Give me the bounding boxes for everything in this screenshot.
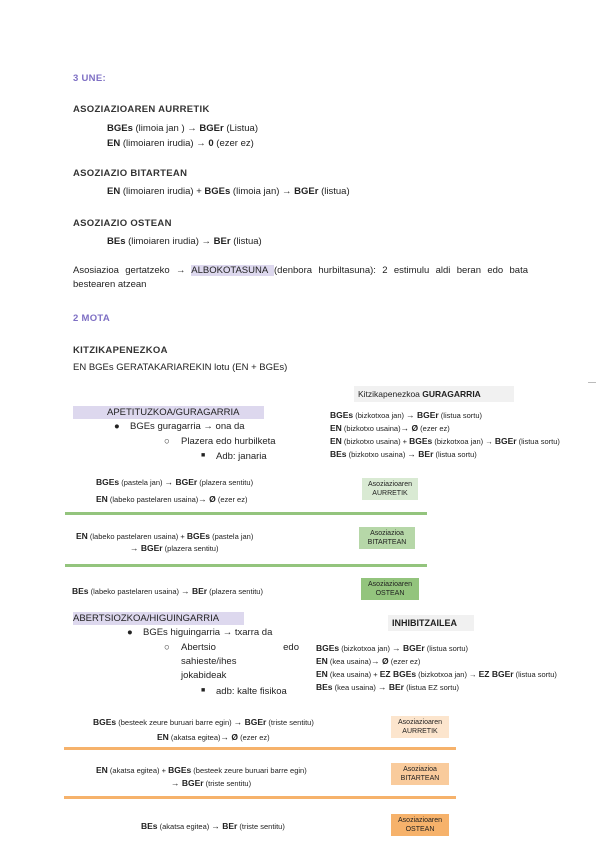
abertsiozkoa-bullet-3 [201, 686, 287, 697]
bullet-dot: ● [114, 421, 120, 432]
tag-aurretik-green: Asoziazioaren AURRETIK [362, 478, 418, 500]
inhibitzailea-line-4 [316, 682, 459, 692]
term: → BGEr [406, 410, 439, 420]
text: (labeko pastelaren usaina) [107, 495, 199, 504]
text: (akatsa egitea) + [107, 766, 169, 775]
term: EN [330, 423, 342, 433]
term: EN [107, 186, 121, 197]
section-title-3une: 3 UNE: [73, 73, 106, 84]
term: → BEr [407, 449, 434, 459]
text: (plazera sentitu) [162, 544, 219, 553]
heading-aurretik: ASOZIAZIOAREN AURRETIK [73, 104, 210, 115]
apetituzkoa-bullet-2 [164, 436, 276, 447]
term: BGEr [294, 186, 319, 197]
text: Plazera edo hurbilketa [181, 436, 276, 447]
text: Adb: janaria [216, 451, 267, 462]
text: (limoia jan) → [230, 186, 295, 197]
text: (listua EZ sortu) [403, 683, 459, 692]
term: BGEs [186, 531, 210, 541]
text: (kea usaina) + [327, 670, 380, 679]
text: (listua) [230, 236, 262, 247]
highlight-albokotasuna: ALBOKOTASUNA [191, 265, 274, 276]
text: (besteek zeure buruari barre egin) [116, 718, 234, 727]
inhibitzailea-line-2 [316, 656, 420, 666]
term: BEs [72, 586, 89, 596]
text: BGEs guragarria → ona da [130, 421, 245, 432]
term: → BGEr [392, 643, 425, 653]
text: (limoiaren irudia) → [120, 138, 209, 149]
green-divider [65, 564, 427, 567]
apetituzkoa-bullet-1 [114, 421, 245, 432]
figure-mark [588, 382, 596, 383]
heading-ostean: ASOZIAZIO OSTEAN [73, 218, 172, 229]
ostean-line-1 [107, 236, 262, 247]
figure-title-guragarria [354, 386, 514, 402]
figure-title-inhibitzailea: INHIBITZAILEA [388, 615, 474, 631]
apetituzkoa-bullet-3 [201, 451, 267, 462]
term: BGEs [409, 436, 433, 446]
text: (listua sortu) [513, 670, 557, 679]
text: (listua) [318, 186, 350, 197]
pastela-ostean-line-1 [72, 586, 263, 596]
bullet-square: ■ [201, 687, 206, 694]
term: → BGEr [233, 717, 267, 727]
text: (bizkotxoa jan) [339, 644, 393, 653]
bitartean-line-1 [107, 186, 350, 197]
text: (pastela jan) [210, 532, 254, 541]
barre-bitartean-line-1 [96, 765, 307, 775]
text: (pastela jan) [119, 478, 165, 487]
term: EN [96, 494, 108, 504]
barre-ostean-line-1 [141, 821, 285, 831]
barre-aurretik-line-1 [93, 717, 314, 727]
term: BGEs [316, 643, 340, 653]
term: → BEr [378, 682, 404, 692]
text: (bizkotxo usaina) [341, 424, 401, 433]
term: BEs [107, 236, 126, 247]
term: → BGEr [164, 477, 198, 487]
text: (listua sortu) [424, 644, 469, 653]
text: (triste sentitu) [237, 822, 285, 831]
term: BGEr [199, 123, 224, 134]
term: BEr [213, 236, 231, 247]
term: → Ø [220, 732, 238, 742]
aurretik-line-2 [107, 138, 254, 149]
guragarria-line-2 [330, 423, 450, 433]
term: BGEs [330, 410, 354, 420]
inhibitzailea-line-1 [316, 643, 468, 653]
tag-bitartean-green: Asoziazioa BITARTEAN [359, 527, 415, 549]
pastela-bitartean-line-2 [130, 543, 218, 553]
term: → Ø [198, 494, 216, 504]
term: 0 [208, 138, 214, 149]
term: EN [107, 138, 121, 149]
term: BGEs [107, 123, 133, 134]
pastela-aurretik-line-2 [96, 494, 247, 504]
term: BEs [330, 449, 347, 459]
green-divider [65, 512, 427, 515]
abertsiozkoa-label: ABERTSIOZKOA/HIGUINGARRIA [73, 612, 244, 625]
term: → BGEr [171, 778, 204, 788]
term: → BEr [211, 821, 238, 831]
text: Kitzikapenezkoa [358, 389, 423, 399]
term: BGEr [494, 436, 517, 446]
text: (limoiaren irudia) + [120, 186, 205, 197]
text: BGEs higuingarria → txarra da [143, 627, 273, 638]
barre-bitartean-line-2 [171, 778, 251, 788]
text: (bizkotxoa jan) → [416, 670, 479, 679]
inhibitzailea-line-3 [316, 669, 557, 679]
guragarria-line-4 [330, 449, 477, 459]
pastela-bitartean-line-1 [76, 531, 253, 541]
term: → BGEr [130, 543, 163, 553]
text: (denbora hurbiltasuna): 2 estimulu aldi beran edo bata bestearen atzean [73, 265, 529, 290]
text: (bizkotxo usaina) + [341, 437, 410, 446]
text: (Listua) [223, 123, 259, 134]
text: (akatsa egitea) [157, 822, 212, 831]
text: (akatsa egitea) [168, 733, 221, 742]
kitzikapenezkoa-text: EN BGEs GERATAKARIAREKIN lotu (EN + BGEs) [73, 362, 288, 373]
text: (triste sentitu) [266, 718, 314, 727]
guragarria-line-1 [330, 410, 482, 420]
term: EN [96, 765, 108, 775]
text: adb: kalte fisikoa [216, 686, 287, 697]
text: (plazera sentitu) [197, 478, 254, 487]
term: BEs [316, 682, 333, 692]
text: (bizkotxoa jan) → [432, 437, 495, 446]
text: GURAGARRIA [422, 389, 481, 399]
term: EN [316, 669, 328, 679]
tag-ostean-green: Asoziazioaren OSTEAN [361, 578, 419, 600]
term: EZ BGEr [478, 669, 514, 679]
section-title-2mota: 2 MOTA [73, 313, 110, 324]
text: edo [283, 642, 299, 653]
text: (listua sortu) [516, 437, 560, 446]
aurretik-line-1 [107, 123, 258, 134]
term: BGEs [93, 717, 117, 727]
term: EN [157, 732, 169, 742]
text: (triste sentitu) [203, 779, 252, 788]
text: (labeko pastelaren usaina) + [87, 532, 187, 541]
barre-aurretik-line-2 [157, 732, 270, 742]
abertsiozkoa-bullet-2-cont: jokabideak [181, 670, 227, 681]
text: (ezer ez) [238, 733, 270, 742]
bullet-circle: ○ [164, 642, 170, 653]
text: Abertsio [181, 642, 216, 653]
orange-divider [64, 796, 456, 799]
text: (bizkotxoa jan) [353, 411, 407, 420]
apetituzkoa-label: APETITUZKOA/GURAGARRIA [73, 406, 264, 419]
term: EN [76, 531, 88, 541]
abertsiozkoa-bullet-2-cont: sahieste/ihes [181, 656, 237, 667]
tag-ostean-orange: Asoziazioaren OSTEAN [391, 814, 449, 836]
text: (kea usaina) [327, 657, 372, 666]
text: (besteek zeure buruari barre egin) [191, 766, 307, 775]
text: (labeko pastelaren usaina) [88, 587, 182, 596]
term: EZ BGEs [379, 669, 417, 679]
text: (kea usaina) [332, 683, 378, 692]
term: BGEs [96, 477, 120, 487]
text: Asosiazioa gertatzeko → [73, 265, 192, 276]
text: (bizkotxo usaina) [346, 450, 408, 459]
bullet-square: ■ [201, 452, 206, 459]
term: → BEr [181, 586, 208, 596]
abertsiozkoa-bullet-2 [164, 642, 299, 653]
orange-divider [64, 747, 456, 750]
term: → Ø [400, 423, 419, 433]
text: (ezer ez) [388, 657, 421, 666]
text: (limoia jan ) → [132, 123, 200, 134]
heading-bitartean: ASOZIAZIO BITARTEAN [73, 168, 188, 179]
text: (plazera sentitu) [207, 587, 263, 596]
text: (ezer ez) [215, 495, 248, 504]
term: EN [316, 656, 328, 666]
bullet-dot: ● [127, 627, 133, 638]
text: (listua sortu) [433, 450, 477, 459]
abertsiozkoa-bullet-1 [127, 627, 273, 638]
text: (ezer ez) [213, 138, 254, 149]
heading-kitzikapenezkoa: KITZIKAPENEZKOA [73, 345, 168, 356]
term: BGEs [168, 765, 192, 775]
term: → Ø [371, 656, 389, 666]
pastela-aurretik-line-1 [96, 477, 253, 487]
guragarria-line-3 [330, 436, 560, 446]
tag-bitartean-orange: Asoziazioa BITARTEAN [391, 763, 449, 785]
term: BGEs [204, 186, 231, 197]
bullet-circle: ○ [164, 436, 170, 447]
albokotasuna-paragraph [73, 264, 528, 292]
text: (limoiaren irudia) → [125, 236, 214, 247]
text: (listua sortu) [438, 411, 483, 420]
text: (ezer ez) [418, 424, 450, 433]
term: BEs [141, 821, 158, 831]
tag-aurretik-orange: Asoziazioaren AURRETIK [391, 716, 449, 738]
term: EN [330, 436, 342, 446]
